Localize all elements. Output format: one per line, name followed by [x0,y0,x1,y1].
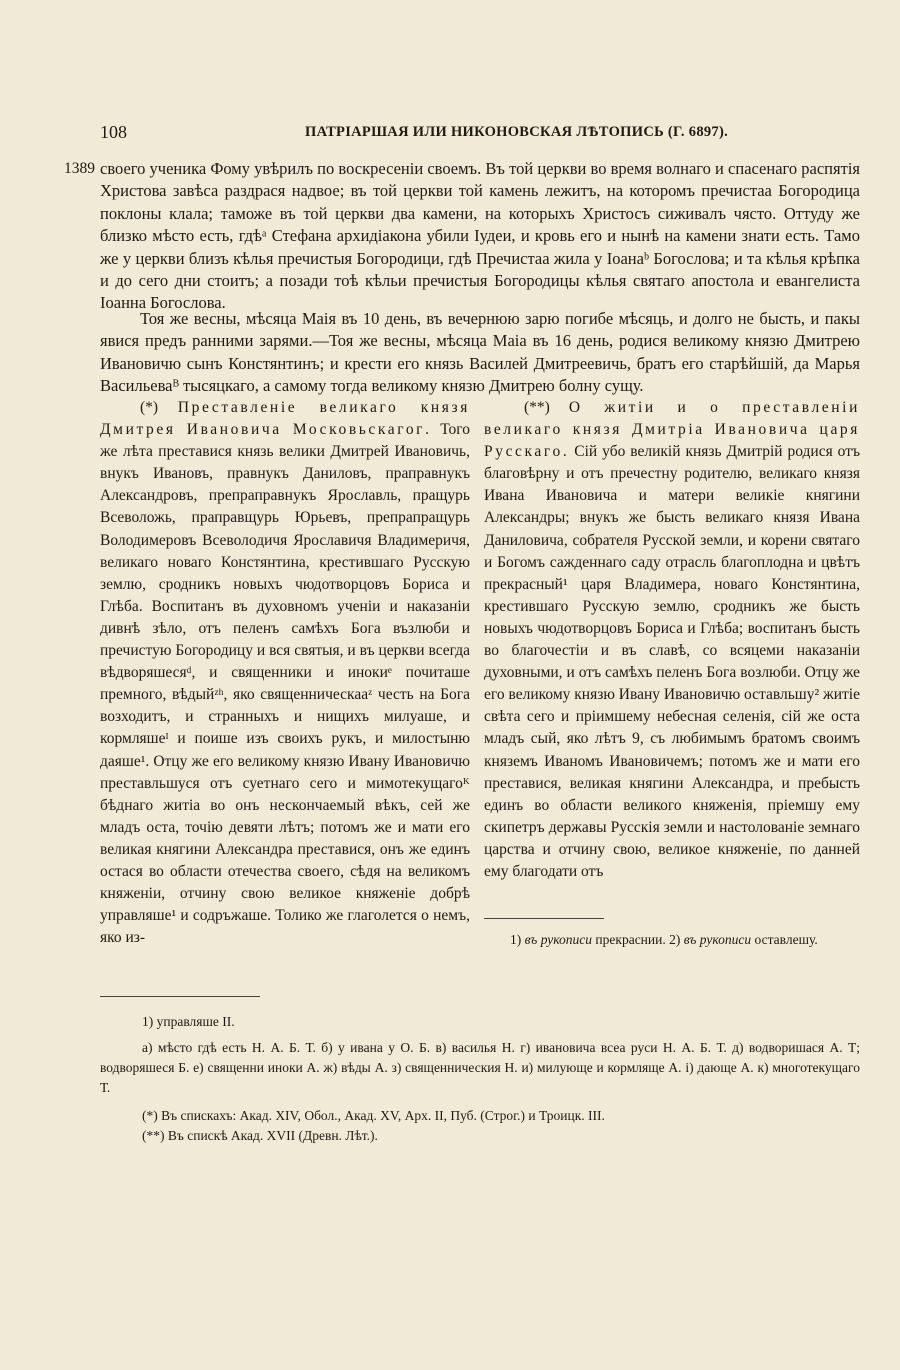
variant-readings [100,1038,860,1098]
section-heading: О житіи и о преставленіи великаго князя Дмитріа Ивановича царя Русскаго. [484,399,860,461]
left-column [100,397,470,949]
footnote-italic: въ рукописи [683,932,752,947]
footnote-marker: (*) [140,399,178,416]
column-footnotes [484,930,860,950]
footnote-italic: въ рукописи [524,932,593,947]
right-column [484,397,860,883]
variant-readings-text: а) мѣсто гдѣ есть Н. А. Б. Т. б) у ивана у О. Б. в) василья Н. г) ивановича всеа руси Н. А. Б. Т. д) водворишася А. Т; водворяшеся Б. е) священни иноки А. ж) вѣды А. з) священническия Н. и) милующе и кормляще А. і) дающе А. к) многотекущаго Т. [100,1040,860,1095]
footnote-divider [100,996,260,997]
right-column-paragraph [484,397,860,883]
opening-paragraph [100,158,860,315]
footnote-marker: (**) [524,399,569,416]
footnote-text: оставлешу. [751,932,818,947]
second-paragraph [100,308,860,398]
left-column-paragraph [100,397,470,949]
bottom-footnote [100,1012,860,1032]
section-heading: Преставленіе великаго князя Дмитрея Ивановича Московьскагоᴦ. [100,399,470,439]
left-column-text: Того же лѣта преставися князь велики Дмитрей Ивановичь, внукъ Ивановъ, правнукъ Даниловъ, праправнукъ Александровъ, препраправнукъ Ярославль, пращурь Всеволожь, праправщурь Юрьевъ, препрапращурь Володимеровъ Всеволодичя Ярославичя Владимеричя, великаго новаго Констянтина, крестившаго Русскую землю, сродникъ новыхъ чюдотворцовъ Бориса и Глѣба. Воспитанъ въ духовномъ ученіи и наказаніи дивнѣ зѣло, отъ пеленъ самѣхъ Бога възлюби и пречистую Богородицу и вся святыя, и въ церкви всегда вѣдворяшесяᵈ, и священники и инокиᵉ почиташе премного, вѣдыйᶻʰ, яко священническааᶻ честь на Бога возходитъ, и странныхъ и нищихъ милуаше, и кормляшеᴵ и поише изъ своихъ рукъ, и милостыню даяше¹. Отцу же его великому князю Ивану Ивановичю преставльшуся отъ суетнаго сего и мимотекущагоᴷ бѣднаго житіа во онъ нескончаемый вѣкъ, сей же младъ оста, точію девяти лѣтъ; потомъ же и мати его великая княгини Александра преставися, онъ же единъ остася во области отечества своего, сѣдя на великомъ княженіи, отчину свою великое княженіе добрѣ управляше¹ и содръжаше. Толико же глаголется о немъ, яко из- [100,421,471,947]
running-title: ПАТРІАРШАЯ ИЛИ НИКОНОВСКАЯ ЛѢТОПИСЬ (Г. 6897). [305,124,729,140]
footnote-number: 2) [669,932,684,947]
paragraph-text: своего ученика Фому увѣрилъ по воскресеніи своемъ. Въ той церкви во время волнаго и спасенаго распятія Христова завѣса раздрася надвое; въ той церкви той камень лежитъ, на которомъ пречистаа Богородица поклоны клала; таможе въ той церкви два камени, на которыхъ Христосъ сиживалъ чясто. Оттуду же близко мѣсто есть, гдѣᵃ Стефана архидіакона убили Іудеи, и кровь его и нынѣ на камени знати есть. Тамо же у церкви близъ кѣлья пречистыя Богородици, гдѣ Пречистаа жила у Іоанаᵇ Богослова; и та кѣлья крѣпка и до сего дни стоитъ; а позади тоѣ кѣльи пречистыя Богородицы кѣлья святаго апостола и евангелиста Іоанна Богослова. [100,159,860,313]
right-column-text: Сій убо великій князь Дмитрій родися отъ благовѣрну и отъ пречестну родителю, великаго князя Ивана Ивановича и матери великіе княгини Александры; внукъ же бысть великаго князя Ивана Даниловича, собрателя Русской земли, и корени святаго и Богомъ сажденнаго саду отрасль благоплодна и цвѣтъ прекрасный¹ царя Владимера, новаго Констянтина, крестившаго Русскую землю, сродникъ же бысть новыхъ чюдотворцовъ Бориса и Глѣба; воспитанъ бысть во благочестіи и въ славѣ, со всяцеми наказаніи духовными, и отъ самѣхъ пеленъ Бога возлюби. Отцу же его великому князю Ивану Ивановичю оставльшу² житіе свѣта сего и пріимшему небесная селенія, сій же оста младъ сый, яко лѣтъ 9, съ любимымъ братомъ своимъ княземъ Иваномъ Ивановичемъ; потомъ же и мати его преставися, великая княгини Александра, и пребысть единъ во области великого княженія, пріемшу ему скипетръ державы Русскія земли и настолованіе земнаго царства и отчину свою, великое княженіе, по данней ему благодати отъ [484,443,861,880]
footnote-divider [484,918,604,919]
source-note: (**) Въ спискѣ Акад. XVII (Древн. Лѣт.). [142,1128,378,1143]
margin-year: 1389 [64,160,95,177]
column-footnote [484,930,860,950]
paragraph-text: Тоя же весны, мѣсяца Маія въ 10 день, въ вечернюю зарю погибе мѣсяць, и долго не бысть, и пакы явися предъ ранними зарями.—Тоя же весны, мѣсяца Маіа въ 16 день, родися великому князю Дмитрею Ивановичю сынъ Констянтинъ; и крести его князь Василей Дмитреевичь, братъ его старѣйшій, да Марья Васильеваᴮ тысяцкаго, а самому тогда великому князю Дмитрею болну сущу. [100,309,860,396]
footnote-number: 1) [510,932,525,947]
page-header [100,122,860,146]
source-note: (*) Въ спискахъ: Акад. XIV, Обол., Акад. XV, Арх. II, Пуб. (Строг.) и Троицк. III. [142,1108,605,1123]
footnote-text: 1) управляше II. [142,1014,235,1029]
page-number: 108 [100,122,127,142]
footnote-text: прекраснии. [592,932,670,947]
source-notes [100,1106,860,1146]
